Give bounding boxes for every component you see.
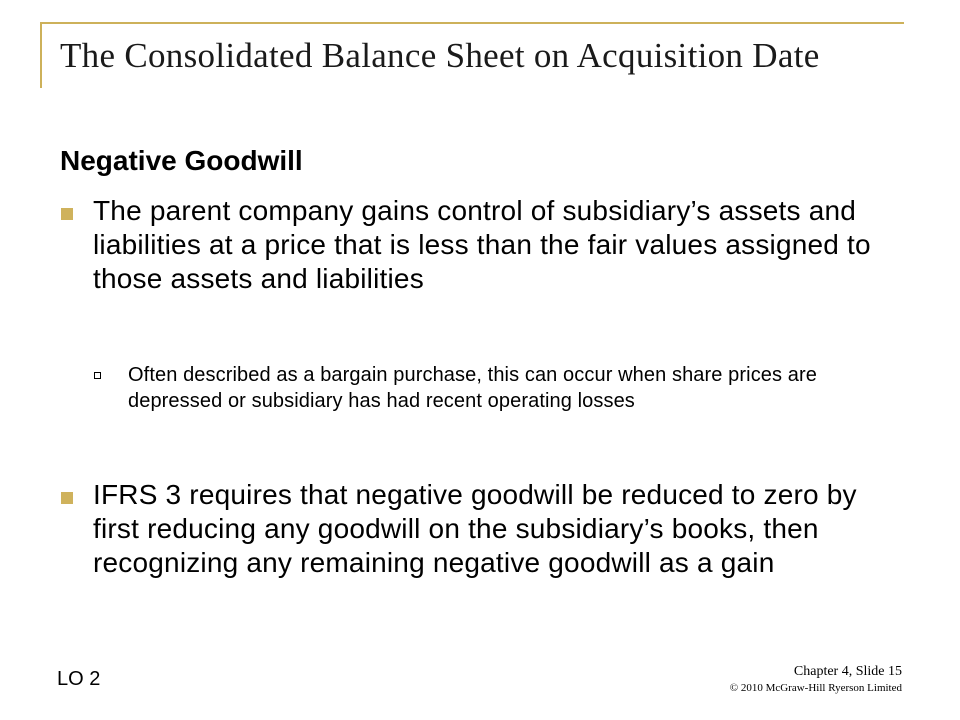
sub-bullet-item xyxy=(92,362,912,414)
bullet-text: IFRS 3 requires that negative goodwill be reduced to zero by first reducing any goodwill on the subsidiary’s books, then recognizing any remaining negative goodwill as a gain xyxy=(93,479,857,578)
bullet-item xyxy=(60,194,910,296)
bullet-item xyxy=(60,478,910,580)
sub-bullet-text: Often described as a bargain purchase, this can occur when share prices are depressed or subsidiary has had recent operating losses xyxy=(128,364,817,412)
square-bullet-icon xyxy=(61,208,73,220)
title-rule-vertical xyxy=(40,22,42,88)
copyright-notice: © 2010 McGraw-Hill Ryerson Limited xyxy=(729,682,902,694)
section-heading: Negative Goodwill xyxy=(60,145,303,176)
square-bullet-icon xyxy=(61,492,73,504)
learning-objective-label: LO 2 xyxy=(57,668,101,690)
title-rule-horizontal xyxy=(40,22,904,24)
slide-footer xyxy=(730,664,902,696)
bullet-text: The parent company gains control of subsidiary’s assets and liabilities at a price that is less than the fair values assigned to those assets and liabilities xyxy=(93,195,871,294)
slide-number: Chapter 4, Slide 15 xyxy=(793,664,902,679)
hollow-square-bullet-icon xyxy=(94,372,101,379)
slide-title: The Consolidated Balance Sheet on Acquisition Date xyxy=(60,36,820,75)
